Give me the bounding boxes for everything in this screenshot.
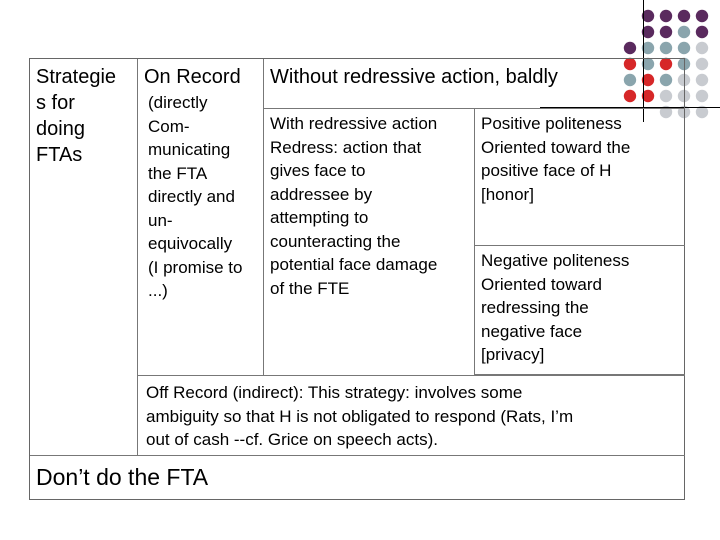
decorative-dot	[660, 42, 672, 54]
decorative-dot	[696, 58, 708, 70]
decorative-dot	[678, 42, 690, 54]
decorative-dot	[696, 26, 708, 38]
dont-do-cell	[30, 455, 685, 500]
decorative-dot	[696, 74, 708, 86]
without-redress-cell	[264, 59, 685, 109]
without-redress-label: Without redressive action, baldly	[270, 66, 558, 88]
dont-do-label: Don’t do the FTA	[36, 464, 209, 490]
on-record-title: On Record	[144, 66, 241, 88]
with-redress-cell	[264, 109, 475, 375]
decorative-dot	[660, 10, 672, 22]
off-record-cell	[138, 375, 685, 455]
positive-politeness-text: Positive politeness Oriented toward the positive face of H [honor]	[481, 114, 631, 204]
strategies-label: Strategie s for doing FTAs	[36, 66, 117, 166]
decorative-dot	[678, 26, 690, 38]
with-redress-text: With redressive action Redress: action that gives face to addressee by attempting to counteracting the potential face damage of the FTE	[270, 114, 438, 298]
off-record-text: Off Record (indirect): This strategy: involves some ambiguity so that H is not obligated to respond (Rats, I’m out of cash --cf. Grice on speech acts).	[146, 383, 574, 449]
decorative-dot	[696, 10, 708, 22]
decorative-dot	[660, 26, 672, 38]
decorative-dot	[696, 42, 708, 54]
on-record-description: (directly Com- municating the FTA directly and un- equivocally (I promise to ...)	[148, 93, 243, 300]
strategies-table	[29, 58, 685, 500]
positive-politeness-cell	[475, 109, 685, 246]
negative-politeness-cell	[475, 246, 685, 375]
negative-politeness-text: Negative politeness Oriented toward redressing the negative face [privacy]	[481, 251, 630, 364]
decorative-dot	[696, 90, 708, 102]
on-record-cell	[138, 59, 264, 375]
decorative-dot	[624, 42, 636, 54]
strategies-cell	[30, 59, 138, 455]
decorative-dot	[678, 10, 690, 22]
